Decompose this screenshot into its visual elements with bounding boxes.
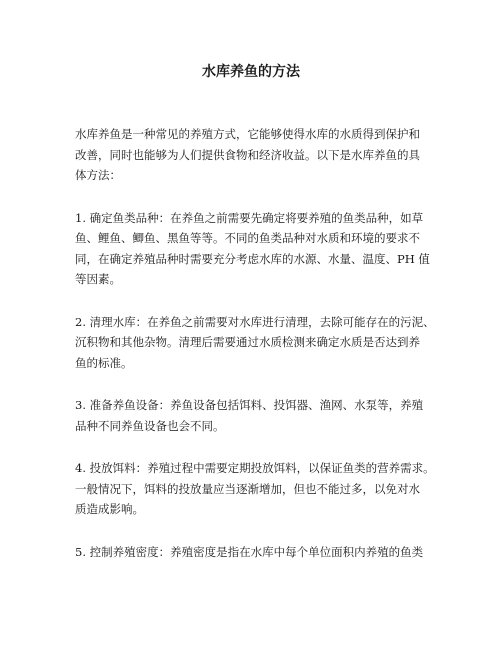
step-3-paragraph	[75, 395, 455, 436]
step-4-paragraph	[75, 458, 455, 520]
intro-paragraph	[75, 124, 455, 186]
paragraph-line: 沉积物和其他杂物。清理后需要通过水质检测来确定水质是否达到养	[75, 335, 420, 349]
paragraph-line: 等因素。	[75, 272, 121, 286]
paragraph-line: 1. 确定鱼类品种：在养鱼之前需要先确定将要养殖的鱼类品种，如草	[75, 210, 424, 225]
paragraph-line: 2. 清理水库：在养鱼之前需要对水库进行清理，去除可能存在的污泥、	[75, 314, 435, 329]
step-5-paragraph	[75, 542, 455, 563]
step-1-paragraph	[75, 208, 455, 290]
paragraph-line: 鱼的标准。	[75, 355, 133, 370]
paragraph-line: 品种不同养鱼设备也会不同。	[75, 418, 225, 433]
paragraph-line: 体方法：	[75, 168, 121, 182]
document-body	[75, 124, 455, 584]
paragraph-line: 水库养鱼是一种常见的养殖方式，它能够使得水库的水质得到保护和	[75, 127, 420, 141]
paragraph-line: 鱼、鲤鱼、鲫鱼、黑鱼等等。不同的鱼类品种对水质和环境的要求不	[75, 231, 420, 245]
paragraph-line: 改善，同时也能够为人们提供食物和经济收益。以下是水库养鱼的具	[75, 147, 420, 162]
paragraph-line: 3. 准备养鱼设备：养鱼设备包括饵料、投饵器、渔网、水泵等，养殖	[75, 398, 424, 412]
document-title: 水库养鱼的方法	[202, 64, 300, 80]
paragraph-line: 同，在确定养殖品种时需要充分考虑水库的水源、水量、温度、PH 值	[75, 251, 430, 266]
step-2-paragraph	[75, 312, 455, 374]
paragraph-line: 质造成影响。	[75, 502, 144, 516]
paragraph-line: 一般情况下，饵料的投放量应当逐渐增加，但也不能过多，以免对水	[75, 481, 420, 496]
paragraph-line: 4. 投放饵料：养殖过程中需要定期投放饵料，以保证鱼类的营养需求。	[75, 461, 435, 475]
paragraph-line: 5. 控制养殖密度：养殖密度是指在水库中每个单位面积内养殖的鱼类	[75, 544, 424, 559]
